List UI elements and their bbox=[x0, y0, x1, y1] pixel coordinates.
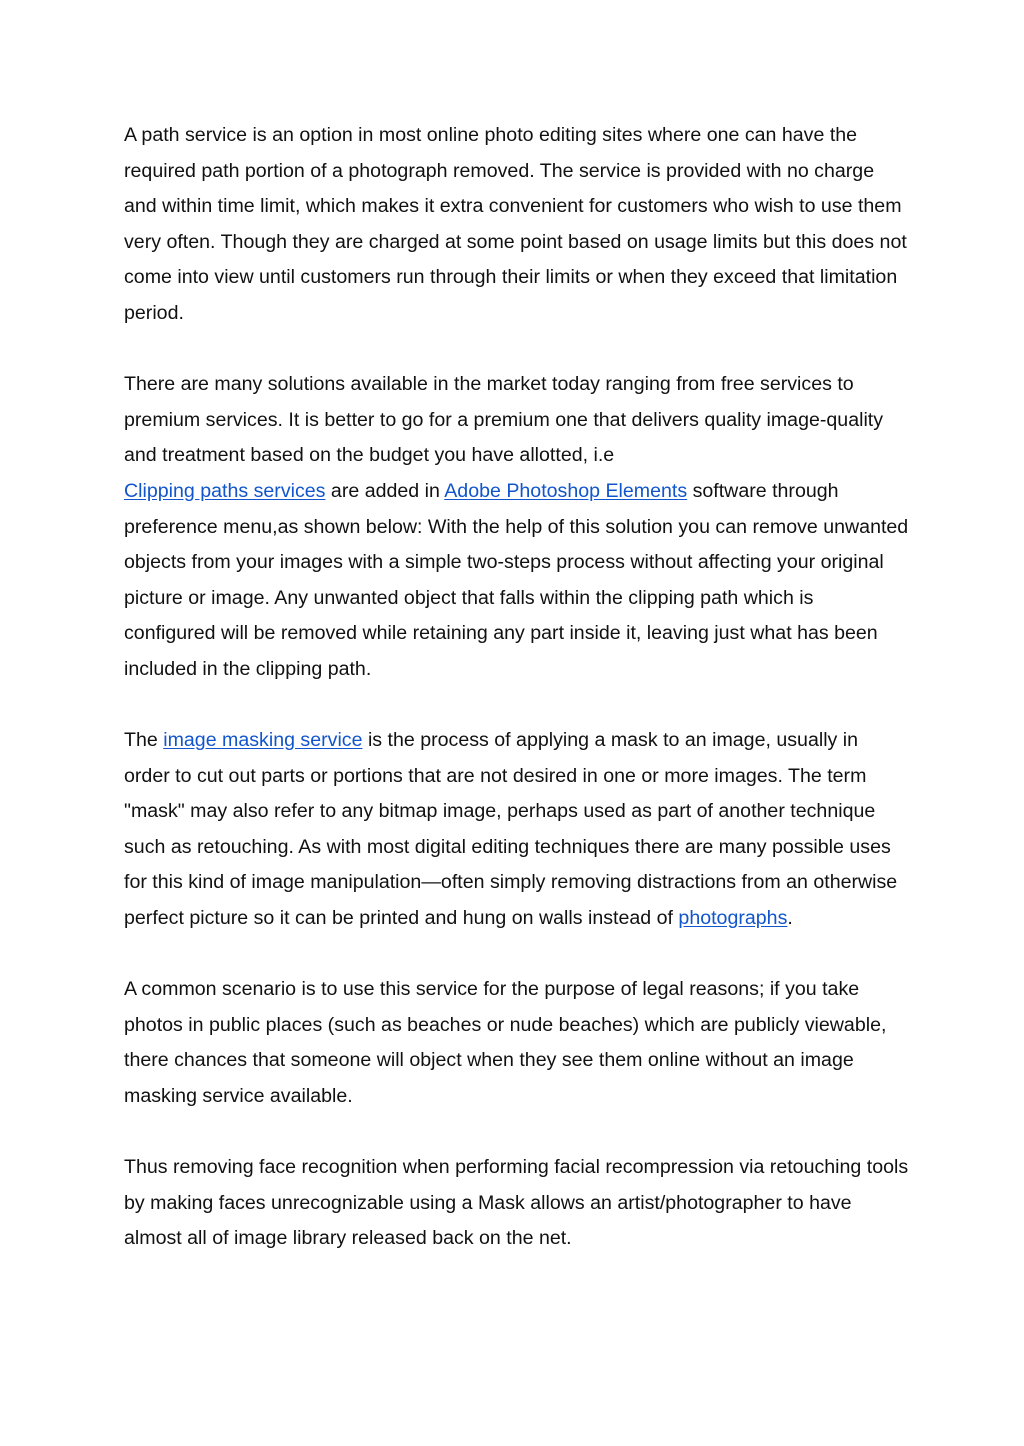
paragraph-text: A common scenario is to use this service for the purpose of legal reasons; if you take photos in public places (such as beaches or nude beaches) which are publicly viewable, there chances that someone will object when they see them online without an image masking service available. bbox=[124, 978, 887, 1108]
adobe-photoshop-elements-link[interactable]: Adobe Photoshop Elements bbox=[444, 479, 688, 502]
image-masking-service-link[interactable]: image masking service bbox=[163, 729, 363, 752]
paragraph-text: software through preference menu,as shown below: With the help of this solution you can remove unwanted objects from your images with a simple two-steps process without affecting your original picture or image. Any unwanted object that falls within the clipping path which is configured will be removed while retaining any part inside it, leaving just what has been included in the clipping path. bbox=[124, 479, 909, 680]
paragraph-text: There are many solutions available in the market today ranging from free services to premium services. It is better to go for a premium one that delivers quality image-quality and treatment based on the budget you have allotted, i.e bbox=[124, 373, 884, 467]
paragraph-face-recognition bbox=[124, 1150, 909, 1257]
paragraph-text: is the process of applying a mask to an image, usually in order to cut out parts or portions that are not desired in one or more images. The term "mask" may also refer to any bitmap image, perhaps used as part of another technique such as retouching. As with most digital editing techniques there are many possible uses for this kind of image manipulation—often simply removing distractions from an otherwise perfect picture so it can be printed and hung on walls instead of bbox=[124, 729, 898, 930]
document-body bbox=[124, 118, 909, 1257]
paragraph-solutions bbox=[124, 367, 909, 687]
paragraph-image-masking bbox=[124, 723, 909, 937]
photographs-link[interactable]: photographs bbox=[678, 907, 788, 930]
paragraph-text: Thus removing face recognition when performing facial recompression via retouching tools by making faces unrecognizable using a Mask allows an artist/photographer to have almost all of image library released back on the net. bbox=[124, 1156, 909, 1250]
clipping-paths-services-link[interactable]: Clipping paths services bbox=[124, 479, 326, 502]
paragraph-text: are added in bbox=[325, 479, 445, 502]
paragraph-common-scenario bbox=[124, 972, 909, 1114]
paragraph-text: . bbox=[787, 907, 793, 930]
paragraph-text: The bbox=[124, 729, 164, 752]
paragraph-text: A path service is an option in most online photo editing sites where one can have the required path portion of a photograph removed. The service is provided with no charge and within time limit, which makes it extra convenient for customers who wish to use them very often. Though they are charged at some point based on usage limits but this does not come into view until customers run through their limits or when they exceed that limitation period. bbox=[124, 124, 907, 324]
paragraph-path-service bbox=[124, 118, 909, 332]
